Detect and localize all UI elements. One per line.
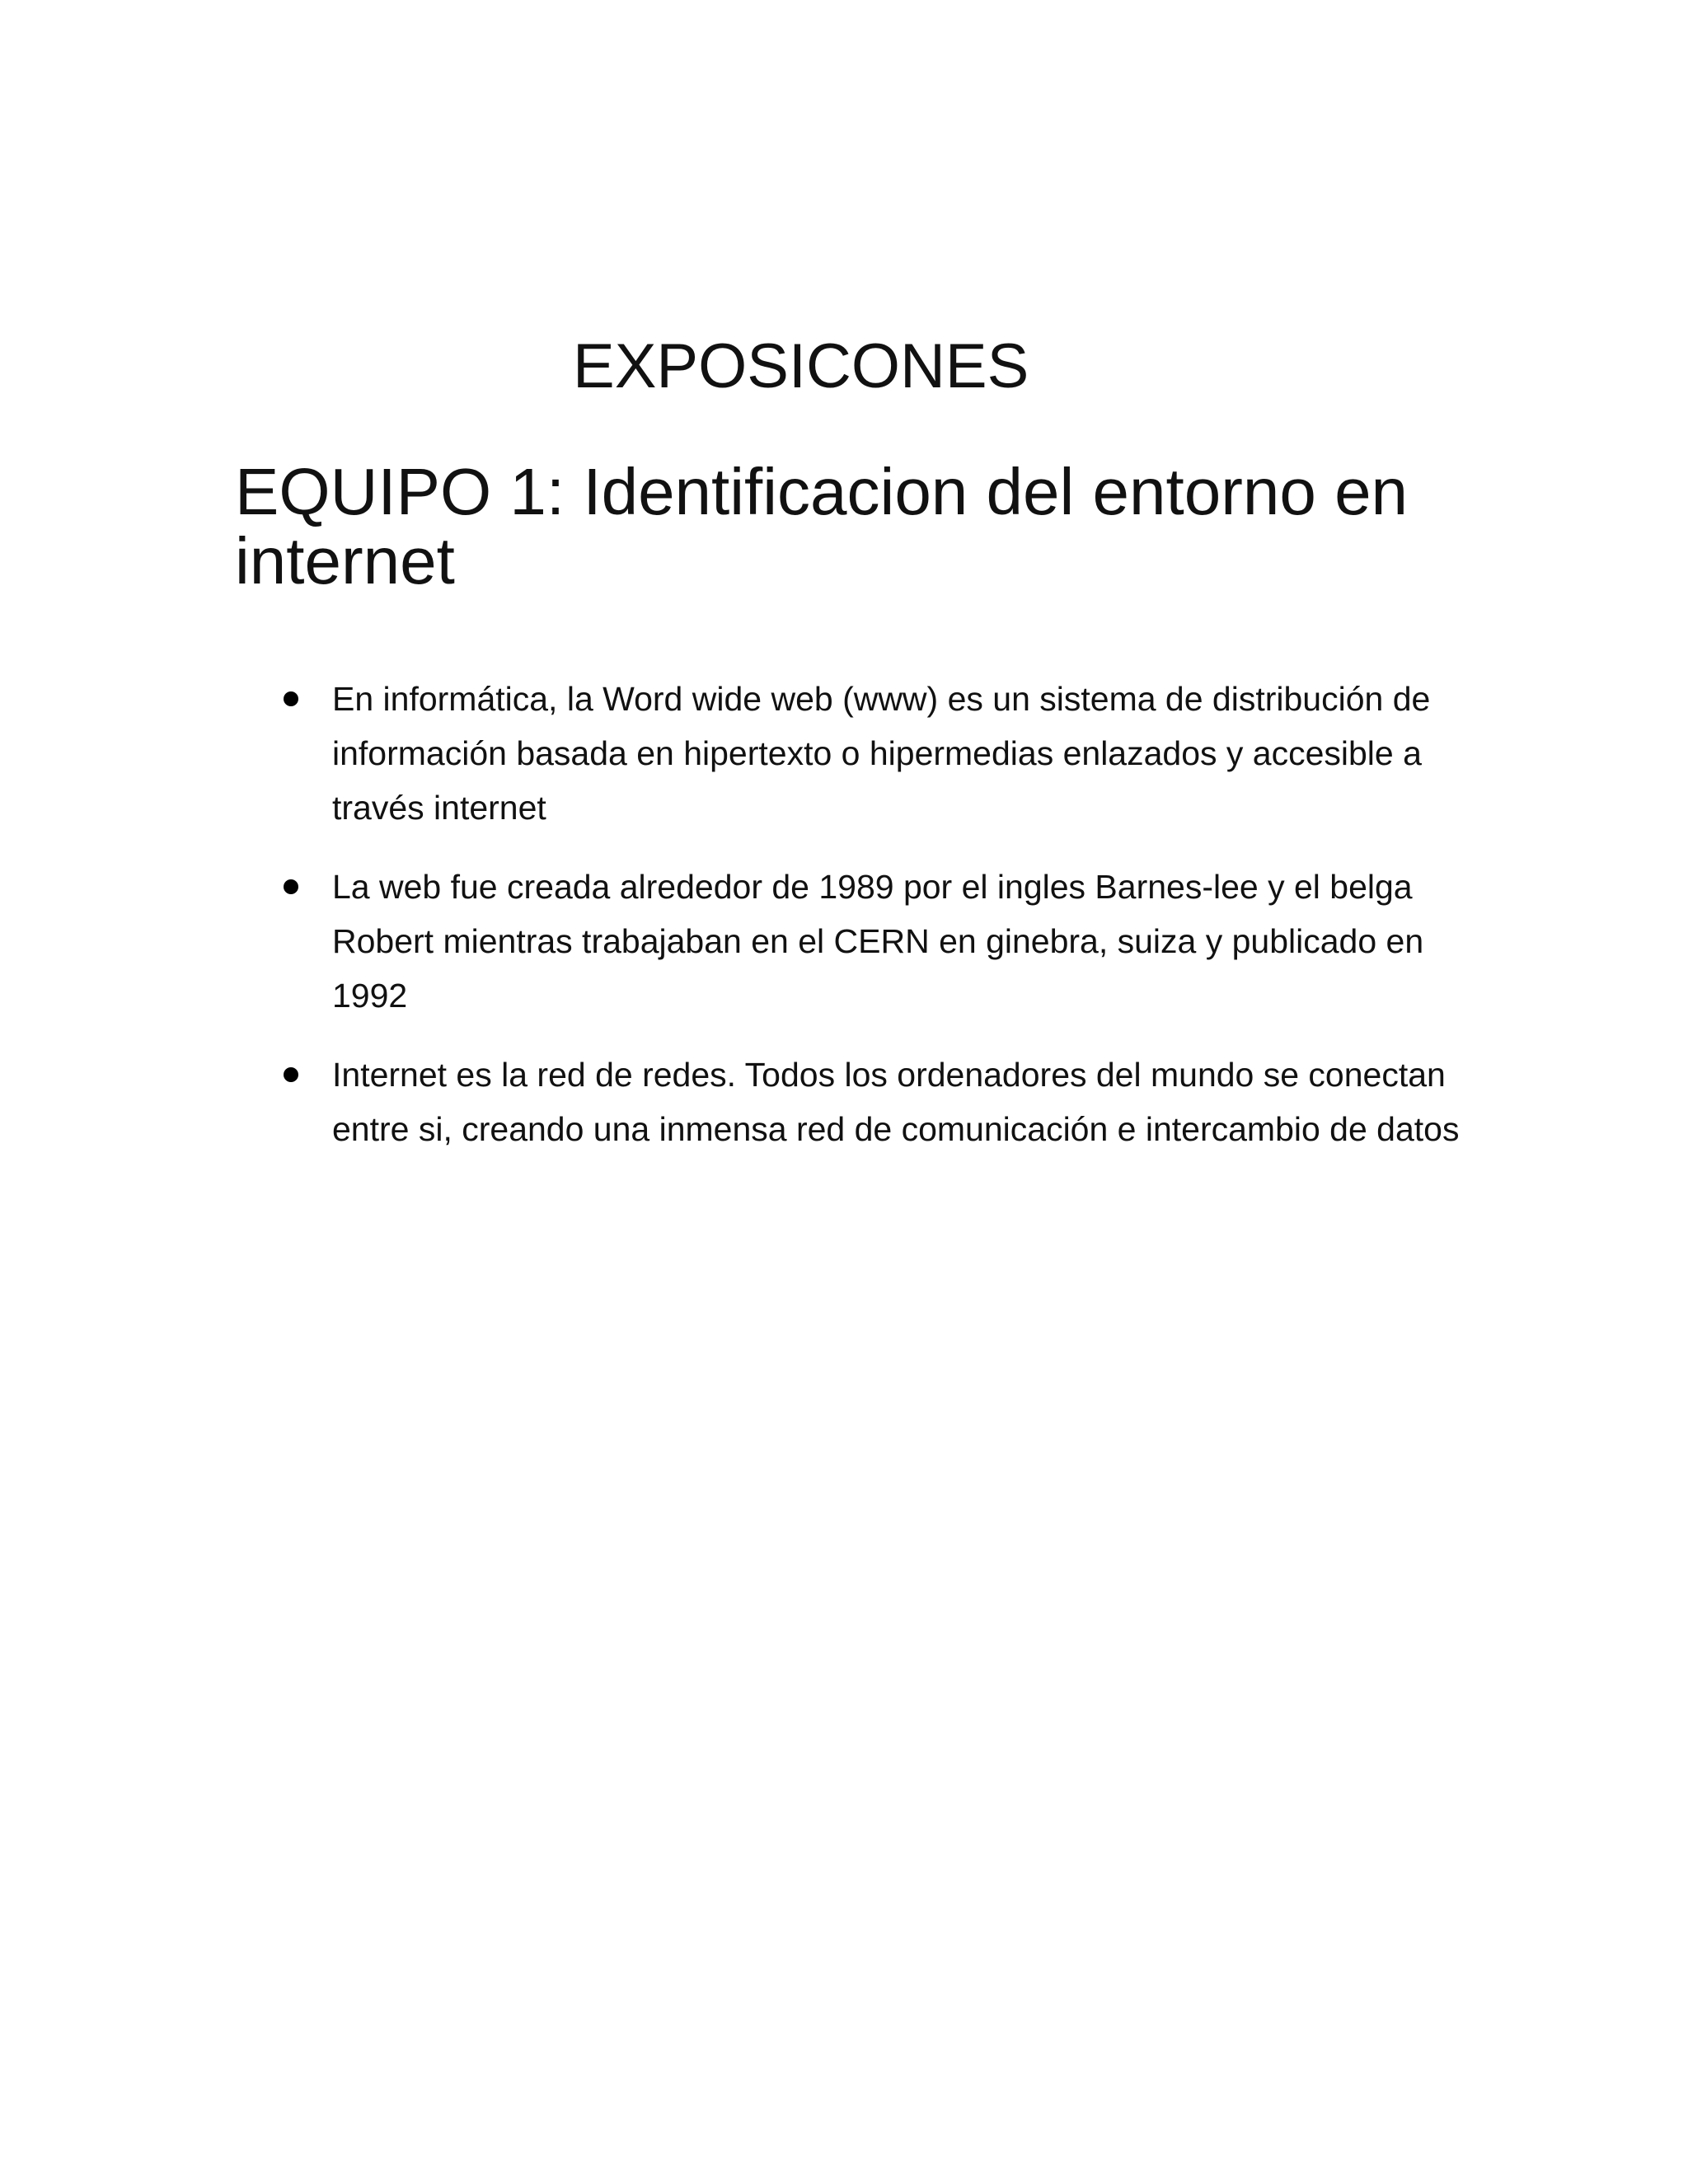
- bullet-item: [280, 1047, 1467, 1156]
- bullet-point-icon: [284, 691, 298, 706]
- bullet-item: [280, 672, 1467, 835]
- bullet-list: [280, 672, 1467, 1181]
- bullet-text: La web fue creada alrededor de 1989 por el ingles Barnes-lee y el belga Robert mientras trabajaban en el CERN en ginebra, suiza y publicado en 1992: [332, 868, 1424, 1015]
- document-title: EXPOSICONES: [573, 331, 1029, 401]
- bullet-point-icon: [284, 879, 298, 894]
- bullet-text: Internet es la red de redes. Todos los ordenadores del mundo se conectan entre si, creando una inmensa red de comunicación e intercambio de datos: [332, 1056, 1460, 1148]
- bullet-text: En informática, la Word wide web (www) es un sistema de distribución de información basada en hipertexto o hipermedias enlazados y accesible a través internet: [332, 680, 1431, 827]
- section-heading: EQUIPO 1: Identificacion del entorno en internet: [235, 455, 1409, 598]
- bullet-point-icon: [284, 1067, 298, 1082]
- bullet-item: [280, 860, 1467, 1023]
